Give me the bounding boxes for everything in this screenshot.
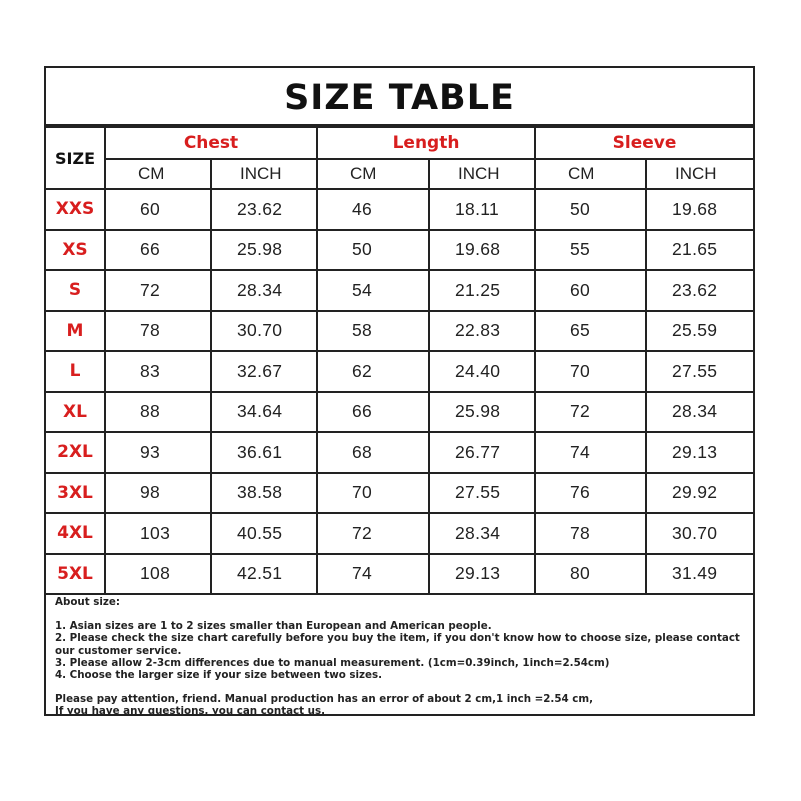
measurement-cell: 78: [105, 311, 211, 352]
measurement-cell: 28.34: [429, 513, 535, 554]
measurement-cell: 76: [535, 473, 646, 514]
measurement-cell: 78: [535, 513, 646, 554]
measurement-cell: 66: [105, 230, 211, 271]
size-label: 3XL: [46, 473, 105, 514]
measurement-cell: 50: [535, 189, 646, 230]
measurement-cell: 103: [105, 513, 211, 554]
measurement-cell: 60: [535, 270, 646, 311]
group-header-chest: Chest: [105, 127, 317, 159]
size-label: 4XL: [46, 513, 105, 554]
size-label: XXS: [46, 189, 105, 230]
table-row: [46, 513, 753, 554]
notes-footer-line: If you have any questions, you can contact us.: [55, 705, 326, 718]
unit-header-chest-inch: INCH: [211, 159, 317, 189]
size-label: 5XL: [46, 554, 105, 595]
measurement-cell: 46: [317, 189, 429, 230]
measurement-cell: 25.59: [646, 311, 753, 352]
size-table: [46, 126, 753, 595]
measurement-cell: 23.62: [211, 189, 317, 230]
measurement-cell: 74: [535, 432, 646, 473]
measurement-cell: 30.70: [646, 513, 753, 554]
measurement-cell: 80: [535, 554, 646, 595]
measurement-cell: 70: [317, 473, 429, 514]
size-column-header: SIZE: [46, 127, 105, 189]
table-row: [46, 432, 753, 473]
note-item: 4. Choose the larger size if your size between two sizes.: [55, 669, 383, 682]
measurement-cell: 21.25: [429, 270, 535, 311]
measurement-cell: 50: [317, 230, 429, 271]
measurement-cell: 66: [317, 392, 429, 433]
measurement-cell: 22.83: [429, 311, 535, 352]
size-label: 2XL: [46, 432, 105, 473]
notes-footer-line: Please pay attention, friend. Manual production has an error of about 2 cm,1 inch =2.54 cm,: [55, 693, 594, 706]
table-row: [46, 554, 753, 595]
unit-header-length-inch: INCH: [429, 159, 535, 189]
measurement-cell: 72: [105, 270, 211, 311]
unit-header-row: [46, 159, 753, 189]
measurement-cell: 25.98: [211, 230, 317, 271]
measurement-cell: 58: [317, 311, 429, 352]
measurement-cell: 28.34: [646, 392, 753, 433]
unit-header-length-cm: CM: [317, 159, 429, 189]
group-header-length: Length: [317, 127, 535, 159]
notes-heading: About size:: [55, 596, 121, 608]
note-item: 1. Asian sizes are 1 to 2 sizes smaller than European and American people.: [55, 620, 492, 633]
measurement-cell: 38.58: [211, 473, 317, 514]
table-row: [46, 351, 753, 392]
unit-header-sleeve-inch: INCH: [646, 159, 753, 189]
measurement-cell: 60: [105, 189, 211, 230]
measurement-cell: 88: [105, 392, 211, 433]
group-header-sleeve: Sleeve: [535, 127, 753, 159]
table-row: [46, 189, 753, 230]
table-row: [46, 230, 753, 271]
measurement-cell: 42.51: [211, 554, 317, 595]
measurement-cell: 25.98: [429, 392, 535, 433]
measurement-cell: 40.55: [211, 513, 317, 554]
page-title: SIZE TABLE: [46, 68, 753, 126]
size-table-frame: [44, 66, 755, 716]
note-item: 3. Please allow 2-3cm differences due to manual measurement. (1cm=0.39inch, 1inch=2.54cm): [55, 656, 610, 669]
measurement-cell: 108: [105, 554, 211, 595]
table-row: [46, 270, 753, 311]
size-label: S: [46, 270, 105, 311]
unit-header-chest-cm: CM: [105, 159, 211, 189]
group-header-row: [46, 127, 753, 159]
measurement-cell: 34.64: [211, 392, 317, 433]
size-label: M: [46, 311, 105, 352]
measurement-cell: 68: [317, 432, 429, 473]
measurement-cell: 27.55: [646, 351, 753, 392]
measurement-cell: 30.70: [211, 311, 317, 352]
table-row: [46, 311, 753, 352]
measurement-cell: 27.55: [429, 473, 535, 514]
measurement-cell: 72: [317, 513, 429, 554]
note-item: 2. Please check the size chart carefully before you buy the item, if you don't know how to choose size, please contact our customer service.: [55, 632, 740, 657]
measurement-cell: 62: [317, 351, 429, 392]
measurement-cell: 26.77: [429, 432, 535, 473]
unit-header-sleeve-cm: CM: [535, 159, 646, 189]
measurement-cell: 29.13: [646, 432, 753, 473]
measurement-cell: 55: [535, 230, 646, 271]
measurement-cell: 18.11: [429, 189, 535, 230]
size-label: XS: [46, 230, 105, 271]
measurement-cell: 23.62: [646, 270, 753, 311]
measurement-cell: 28.34: [211, 270, 317, 311]
measurement-cell: 72: [535, 392, 646, 433]
measurement-cell: 29.13: [429, 554, 535, 595]
measurement-cell: 83: [105, 351, 211, 392]
table-row: [46, 473, 753, 514]
size-label: L: [46, 351, 105, 392]
measurement-cell: 70: [535, 351, 646, 392]
measurement-cell: 21.65: [646, 230, 753, 271]
measurement-cell: 24.40: [429, 351, 535, 392]
measurement-cell: 19.68: [646, 189, 753, 230]
measurement-cell: 74: [317, 554, 429, 595]
size-notes: [46, 589, 753, 718]
measurement-cell: 29.92: [646, 473, 753, 514]
measurement-cell: 93: [105, 432, 211, 473]
measurement-cell: 36.61: [211, 432, 317, 473]
measurement-cell: 19.68: [429, 230, 535, 271]
table-row: [46, 392, 753, 433]
measurement-cell: 65: [535, 311, 646, 352]
measurement-cell: 32.67: [211, 351, 317, 392]
measurement-cell: 31.49: [646, 554, 753, 595]
size-label: XL: [46, 392, 105, 433]
measurement-cell: 54: [317, 270, 429, 311]
measurement-cell: 98: [105, 473, 211, 514]
